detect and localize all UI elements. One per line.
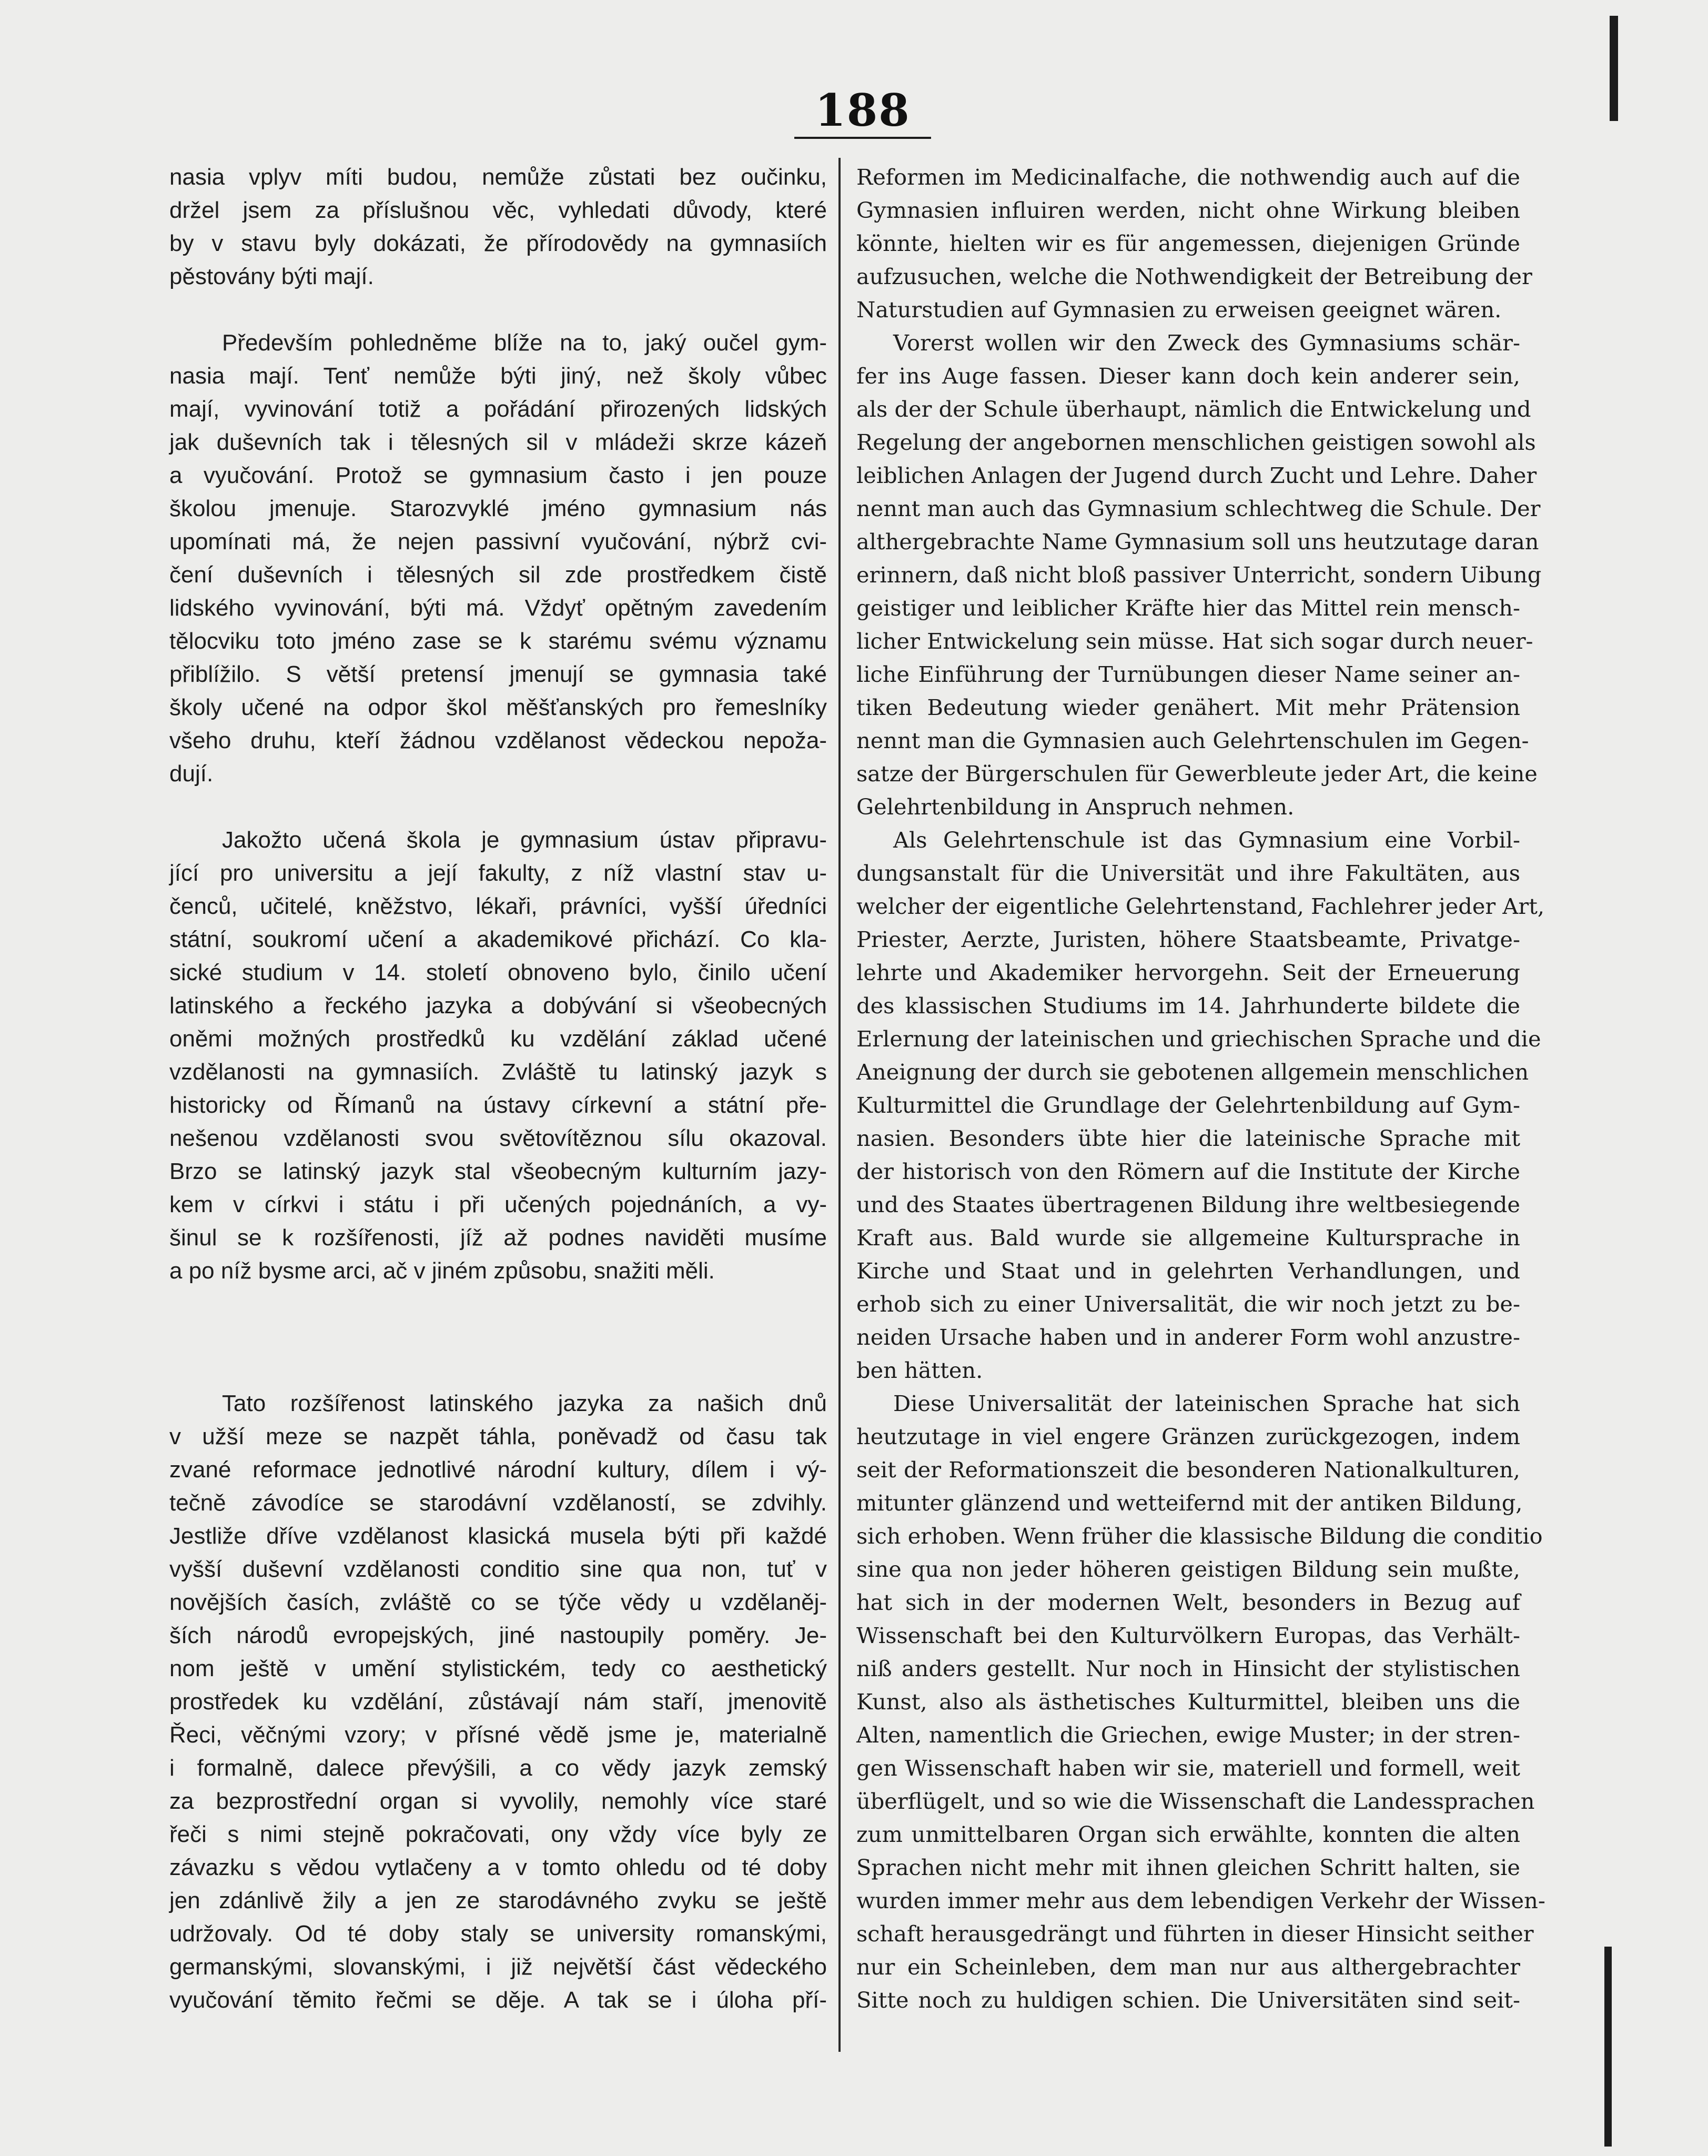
text-line: státní, soukromí učení a akademikové přichází. Co kla- [169,926,827,952]
text-line: sine qua non jeder höheren geistigen Bildung sein mußte, [856,1556,1520,1582]
text-line: germanskými, slovanskými, i již největší část vědeckého [169,1954,827,1980]
page-number: 188 [815,84,911,136]
text-line: Sprachen nicht mehr mit ihnen gleichen Schritt halten, sie [856,1855,1520,1880]
text-line: als der der Schule überhaupt, nämlich die Entwickelung und [856,396,1531,422]
text-line: Jakožto učená škola je gymnasium ústav připravu- [222,827,827,853]
text-line: Kraft aus. Bald wurde sie allgemeine Kultursprache in [856,1225,1520,1251]
text-line: ben hätten. [856,1357,983,1383]
text-line: leiblichen Anlagen der Jugend durch Zucht und Lehre. Daher [856,462,1537,488]
text-line: Kunst, also als ästhetisches Kulturmittel, bleiben uns die [856,1689,1520,1715]
text-line: čení duševních i tělesných sil zde prostředkem čistě [169,562,827,588]
text-line: držel jsem za příslušnou věc, vyhledati důvody, které [169,197,827,223]
text-line: nasia vplyv míti budou, nemůže zůstati bez oučinku, [169,164,827,190]
text-line: nennt man die Gymnasien auch Gelehrtenschulen im Gegen- [856,728,1529,753]
text-line: mají, vyvinování totiž a pořádání přirozených lidských [169,396,827,422]
paragraph-gap [169,1321,827,1354]
text-line: Gymnasien influiren werden, nicht ohne Wirkung bleiben [856,197,1520,223]
text-line: Gelehrtenbildung in Anspruch nehmen. [856,794,1295,820]
text-line: za bezprostřední organ si vyvolily, nemohly více staré [169,1788,827,1814]
text-line: Erlernung der lateinischen und griechischen Sprache und die [856,1026,1541,1052]
text-line: všeho druhu, kteří žádnou vzdělanost vědeckou nepoža- [169,728,827,753]
text-line: sické studium v 14. století obnoveno bylo, činilo učení [169,960,827,985]
text-line: nennt man auch das Gymnasium schlechtweg die Schule. Der [856,496,1541,521]
text-line: ších národů evropejských, jiné nastoupily poměry. Je- [169,1623,827,1648]
text-line: vyšší duševní vzdělanosti conditio sine qua non, tuť v [169,1556,827,1582]
text-line: latinského a řeckého jazyka a dobývání si všeobecných [169,993,827,1019]
text-line: hat sich in der modernen Welt, besonders in Bezug auf [856,1589,1520,1615]
text-line: oněmi možných prostředků ku vzdělání základ učené [169,1026,827,1052]
text-line: schaft herausgedrängt und führten in dieser Hinsicht seither [856,1921,1534,1947]
text-line: vzdělanosti na gymnasiích. Zvláště tu latinský jazyk s [169,1059,827,1085]
text-line: nasien. Besonders übte hier die lateinische Sprache mit [856,1125,1520,1151]
text-line: Vorerst wollen wir den Zweck des Gymnasiums schär- [893,330,1520,356]
text-line: závazku s vědou vytlačeny a v tomto ohledu od té doby [169,1855,827,1880]
scan-edge-mark [1610,16,1618,121]
text-line: lidského vyvinování, býti má. Vždyť opětným zavedením [169,595,827,621]
text-line: tiken Bedeutung wieder genähert. Mit mehr Prätension [856,694,1520,720]
text-line: jen zdánlivě žily a jen ze starodávného zvyku se ještě [169,1888,827,1913]
text-line: erhob sich zu einer Universalität, die wir noch jetzt zu be- [856,1291,1520,1317]
text-line: erinnern, daß nicht bloß passiver Unterricht, sondern Uibung [856,562,1542,588]
page-number-rule [794,137,931,139]
text-line: Tato rozšířenost latinského jazyka za našich dnů [222,1391,827,1416]
text-line: zvané reformace jednotlivé národní kultury, dílem i vý- [169,1457,827,1483]
text-line: by v stavu byly dokázati, že přírodovědy na gymnasiích [169,230,827,256]
text-line: nur ein Scheinleben, dem man nur aus althergebrachter [856,1954,1520,1980]
text-line: kem v církvi i státu i při učených pojednáních, a vy- [169,1192,827,1217]
text-line: könnte, hielten wir es für angemessen, diejenigen Gründe [856,230,1520,256]
text-line: Naturstudien auf Gymnasien zu erweisen geeignet wären. [856,297,1502,323]
text-line: vyučování těmito řečmi se děje. A tak se i úloha pří- [169,1987,827,2013]
text-line: Wissenschaft bei den Kulturvölkern Europas, das Verhält- [856,1623,1520,1648]
text-line: Kulturmittel die Grundlage der Gelehrtenbildung auf Gym- [856,1092,1520,1118]
text-line: v užší meze se nazpět táhla, poněvadž od času tak [169,1424,827,1449]
text-line: šinul se k rozšířenosti, jíž až podnes naviděti musíme [169,1225,827,1251]
text-line: satze der Bürgerschulen für Gewerbleute jeder Art, die keine [856,761,1538,787]
text-line: und des Staates übertragenen Bildung ihre weltbesiegende [856,1192,1520,1217]
text-line: nasia mají. Tenť nemůže býti jiný, než školy vůbec [169,363,827,389]
text-line: heutzutage in viel engere Gränzen zurückgezogen, indem [856,1424,1520,1449]
text-line: liche Einführung der Turnübungen dieser Name seiner an- [856,661,1520,687]
text-line: Als Gelehrtenschule ist das Gymnasium eine Vorbil- [893,827,1520,853]
text-line: školy učené na odpor škol měšťanských pro řemeslníky [169,694,827,720]
text-line: nešenou vzdělanosti svou světovítěznou sílu okazoval. [169,1125,827,1151]
text-line: školou jmenuje. Starozvyklé jméno gymnasium nás [169,496,827,521]
text-line: Reformen im Medicinalfache, die nothwendig auch auf die [856,164,1520,190]
text-line: jící pro universitu a její fakulty, z níž vlastní stav u- [169,860,827,886]
text-line: a po níž bysme arci, ač v jiném způsobu, snažiti měli. [169,1258,715,1284]
scan-edge-mark [1604,1947,1612,2147]
text-line: Sitte noch zu huldigen schien. Die Universitäten sind seit- [856,1987,1520,2013]
text-line: neiden Ursache haben und in anderer Form wohl anzustre- [856,1324,1520,1350]
text-line: novějších časích, zvláště co se týče vědy u vzdělaněj- [169,1589,827,1615]
text-line: wurden immer mehr aus dem lebendigen Verkehr der Wissen- [856,1888,1545,1913]
text-line: lehrte und Akademiker hervorgehn. Seit der Erneuerung [856,960,1520,985]
text-line: fer ins Auge fassen. Dieser kann doch kein anderer sein, [856,363,1520,389]
text-line: historicky od Římanů na ústavy církevní a státní pře- [169,1092,827,1118]
text-line: Priester, Aerzte, Juristen, höhere Staatsbeamte, Privatge- [856,926,1520,952]
text-line: des klassischen Studiums im 14. Jahrhunderte bildete die [856,993,1520,1019]
text-line: Kirche und Staat und in gelehrten Verhandlungen, und [856,1258,1520,1284]
text-line: Řeci, věčnými vzory; v přísné vědě jsme je, materialně [169,1722,827,1748]
text-line: althergebrachte Name Gymnasium soll uns heutzutage daran [856,529,1539,555]
column-divider [838,158,841,2052]
text-line: prostředek ku vzdělání, zůstávají nám staří, jmenovitě [169,1689,827,1715]
text-line: Diese Universalität der lateinischen Sprache hat sich [893,1391,1520,1416]
text-line: sich erhoben. Wenn früher die klassische Bildung die conditio [856,1523,1543,1549]
text-line: přiblížilo. S větší pretensí jmenují se gymnasia také [169,661,827,687]
text-line: licher Entwickelung sein müsse. Hat sich sogar durch neuer- [856,628,1533,654]
text-line: gen Wissenschaft haben wir sie, materiell und formell, weit [856,1755,1520,1781]
text-line: geistiger und leiblicher Kräfte hier das Mittel rein mensch- [856,595,1520,621]
text-line: Regelung der angebornen menschlichen geistigen sowohl als [856,429,1536,455]
text-line: seit der Reformationszeit die besonderen Nationalkulturen, [856,1457,1520,1483]
german-text-column [856,160,1545,2017]
text-line: upomínati má, že nejen passivní vyučování, nýbrž cvi- [169,529,827,555]
czech-text-column [169,160,827,2017]
text-line: dungsanstalt für die Universität und ihre Fakultäten, aus [856,860,1520,886]
text-line: a vyučování. Protož se gymnasium často i jen pouze [169,462,827,488]
text-line: řeči s nimi stejně pokračovati, ony vždy více byly ze [169,1821,827,1847]
text-line: überflügelt, und so wie die Wissenschaft die Landessprachen [856,1788,1535,1814]
text-line: udržovaly. Od té doby staly se university romanskými, [169,1921,827,1947]
text-line: Aneignung der durch sie gebotenen allgemein menschlichen [856,1059,1529,1085]
paragraph-gap [169,1354,827,1387]
text-line: jak duševních tak i tělesných sil v mládeži skrze kázeň [169,429,827,455]
text-line: Jestliže dříve vzdělanost klasická musela býti při každé [169,1523,827,1549]
text-line: Především pohledněme blíže na to, jaký oučel gym- [222,330,827,356]
text-line: dují. [169,761,214,787]
text-line: i formalně, dalece převýšili, a co vědy jazyk zemský [169,1755,827,1781]
text-line: Brzo se latinský jazyk stal všeobecným kulturním jazy- [169,1158,827,1184]
paragraph-gap [169,790,827,823]
text-line: pěstovány býti mají. [169,264,374,289]
paragraph-gap [169,293,827,326]
text-line: Alten, namentlich die Griechen, ewige Muster; in der stren- [856,1722,1520,1748]
text-line: welcher der eigentliche Gelehrtenstand, Fachlehrer jeder Art, [856,893,1545,919]
text-line: čenců, učitelé, kněžstvo, lékaři, právníci, vyšší úředníci [169,893,827,919]
paragraph-gap [169,1287,827,1321]
text-line: zum unmittelbaren Organ sich erwählte, konnten die alten [856,1821,1520,1847]
text-line: aufzusuchen, welche die Nothwendigkeit der Betreibung der [856,264,1532,289]
text-line: tělocviku toto jméno zase se k starému svému významu [169,628,827,654]
text-line: niß anders gestellt. Nur noch in Hinsicht der stylistischen [856,1656,1520,1681]
text-line: nom ještě v umění stylistickém, tedy co aesthetický [169,1656,827,1681]
text-line: tečně závodíce se starodávní vzdělaností, se zdvihly. [169,1490,827,1516]
text-line: der historisch von den Römern auf die Institute der Kirche [856,1158,1520,1184]
text-line: mitunter glänzend und wetteifernd mit der antiken Bildung, [856,1490,1523,1516]
